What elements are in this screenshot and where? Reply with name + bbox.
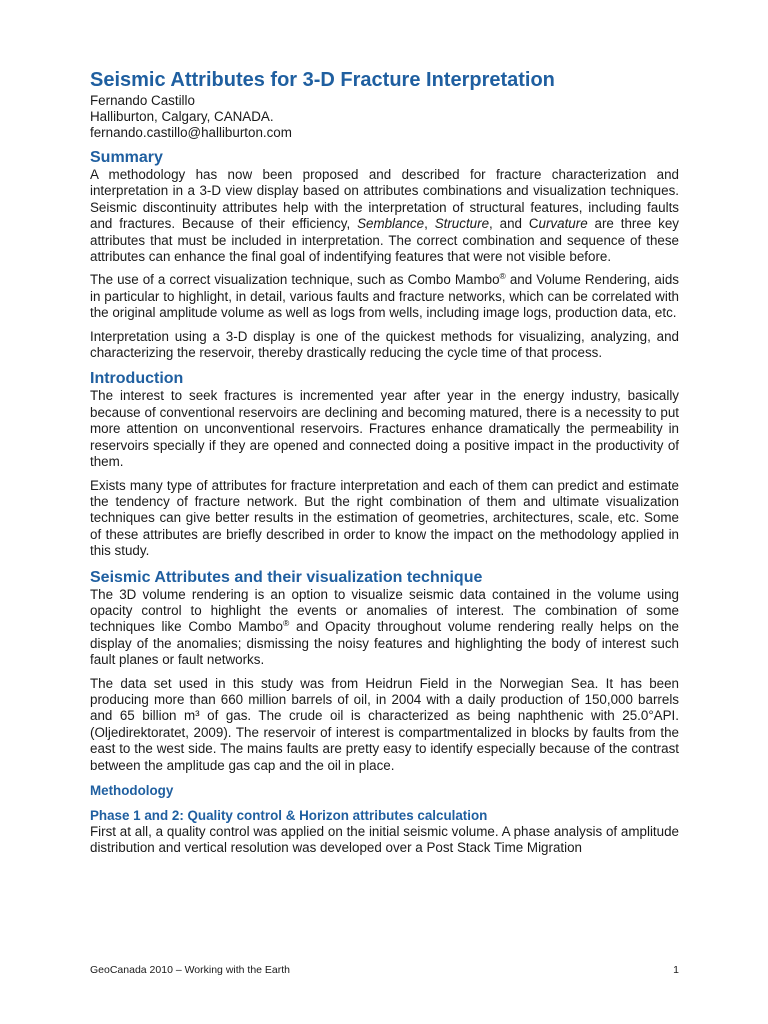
- author-block: [90, 93, 679, 141]
- summary-paragraph-2: The use of a correct visualization technique, such as Combo Mambo® and Volume Rendering, aids in particular to highlight, in detail, various faults and fracture networks, which can be correlated with the original amplitude volume as well as logs from wells, including image logs, production data, etc.: [90, 271, 679, 321]
- methodology-heading: Methodology: [90, 783, 174, 798]
- seismic-paragraph-2: The data set used in this study was from Heidrun Field in the Norwegian Sea. It has been producing more than 660 million barrels of oil, in 2004 with a daily production of 150,000 barrels and 65 billion m³ of gas. The crude oil is characterized as being naphthenic with 25.0°API. (Oljedirektoratet, 2009). The reservoir of interest is compartmentalized in blocks by faults from the east to the west side. The mains faults are pretty easy to identify especially because of the contrast between the amplitude gas cap and the oil in place.: [90, 675, 679, 773]
- author-email[interactable]: fernando.castillo@halliburton.com: [90, 125, 292, 140]
- footer-conference: GeoCanada 2010 – Working with the Earth: [90, 964, 291, 976]
- page-content: [90, 68, 679, 857]
- introduction-heading: Introduction: [90, 370, 184, 388]
- introduction-paragraph-1: The interest to seek fractures is incremented year after year in the energy industry, basically because of conventional reservoirs are declining and becoming matured, there is a necessity to put more attention on unconventional reservoirs. Fractures enhance dramatically the permeability in reservoirs specially if they are opened and connected doing a positive impact in the productivity of them.: [90, 388, 679, 470]
- introduction-paragraph-2: Exists many type of attributes for fracture interpretation and each of them can predict and estimate the tendency of fracture network. But the right combination of them and ultimate visualization techniques can give better results in the estimation of geometries, architectures, scale, etc. Some of these attributes are briefly described in order to know the impact on the methodology applied in this study.: [90, 477, 679, 559]
- summary-paragraph-3: Interpretation using a 3-D display is one of the quickest methods for visualizing, analyzing, and characterizing the reservoir, thereby drastically reducing the cycle time of that process.: [90, 328, 679, 361]
- summary-paragraph-1: A methodology has now been proposed and described for fracture characterization and interpretation in a 3-D view display based on attributes combinations and visualization techniques. Seismic discontinuity attributes help with the interpretation of structural features, including faults and fractures. Because of their efficiency, Semblance, Structure, and Curvature are three key attributes that must be included in interpretation. The correct combination and sequence of these attributes can enhance the final goal of indentifying features that were not visible before.: [90, 167, 679, 265]
- author-name: Fernando Castillo: [90, 93, 195, 108]
- footer-page-number: 1: [673, 964, 679, 976]
- author-affiliation: Halliburton, Calgary, CANADA.: [90, 109, 274, 124]
- phase-heading: Phase 1 and 2: Quality control & Horizon attributes calculation: [90, 808, 488, 823]
- paper-title: Seismic Attributes for 3-D Fracture Interpretation: [90, 69, 555, 91]
- seismic-paragraph-1: The 3D volume rendering is an option to visualize seismic data contained in the volume using opacity control to highlight the events or anomalies of interest. The combination of some techniques like Combo Mambo® and Opacity throughout volume rendering really helps on the display of the anomalies; dismissing the noisy features and highlighting the body of interest such fault planes or fault networks.: [90, 586, 679, 668]
- summary-heading: Summary: [90, 149, 163, 166]
- seismic-attributes-heading: Seismic Attributes and their visualization technique: [90, 568, 483, 586]
- methodology-paragraph-1: First at all, a quality control was applied on the initial seismic volume. A phase analysis of amplitude distribution and vertical resolution was developed over a Post Stack Time Migration: [90, 824, 679, 856]
